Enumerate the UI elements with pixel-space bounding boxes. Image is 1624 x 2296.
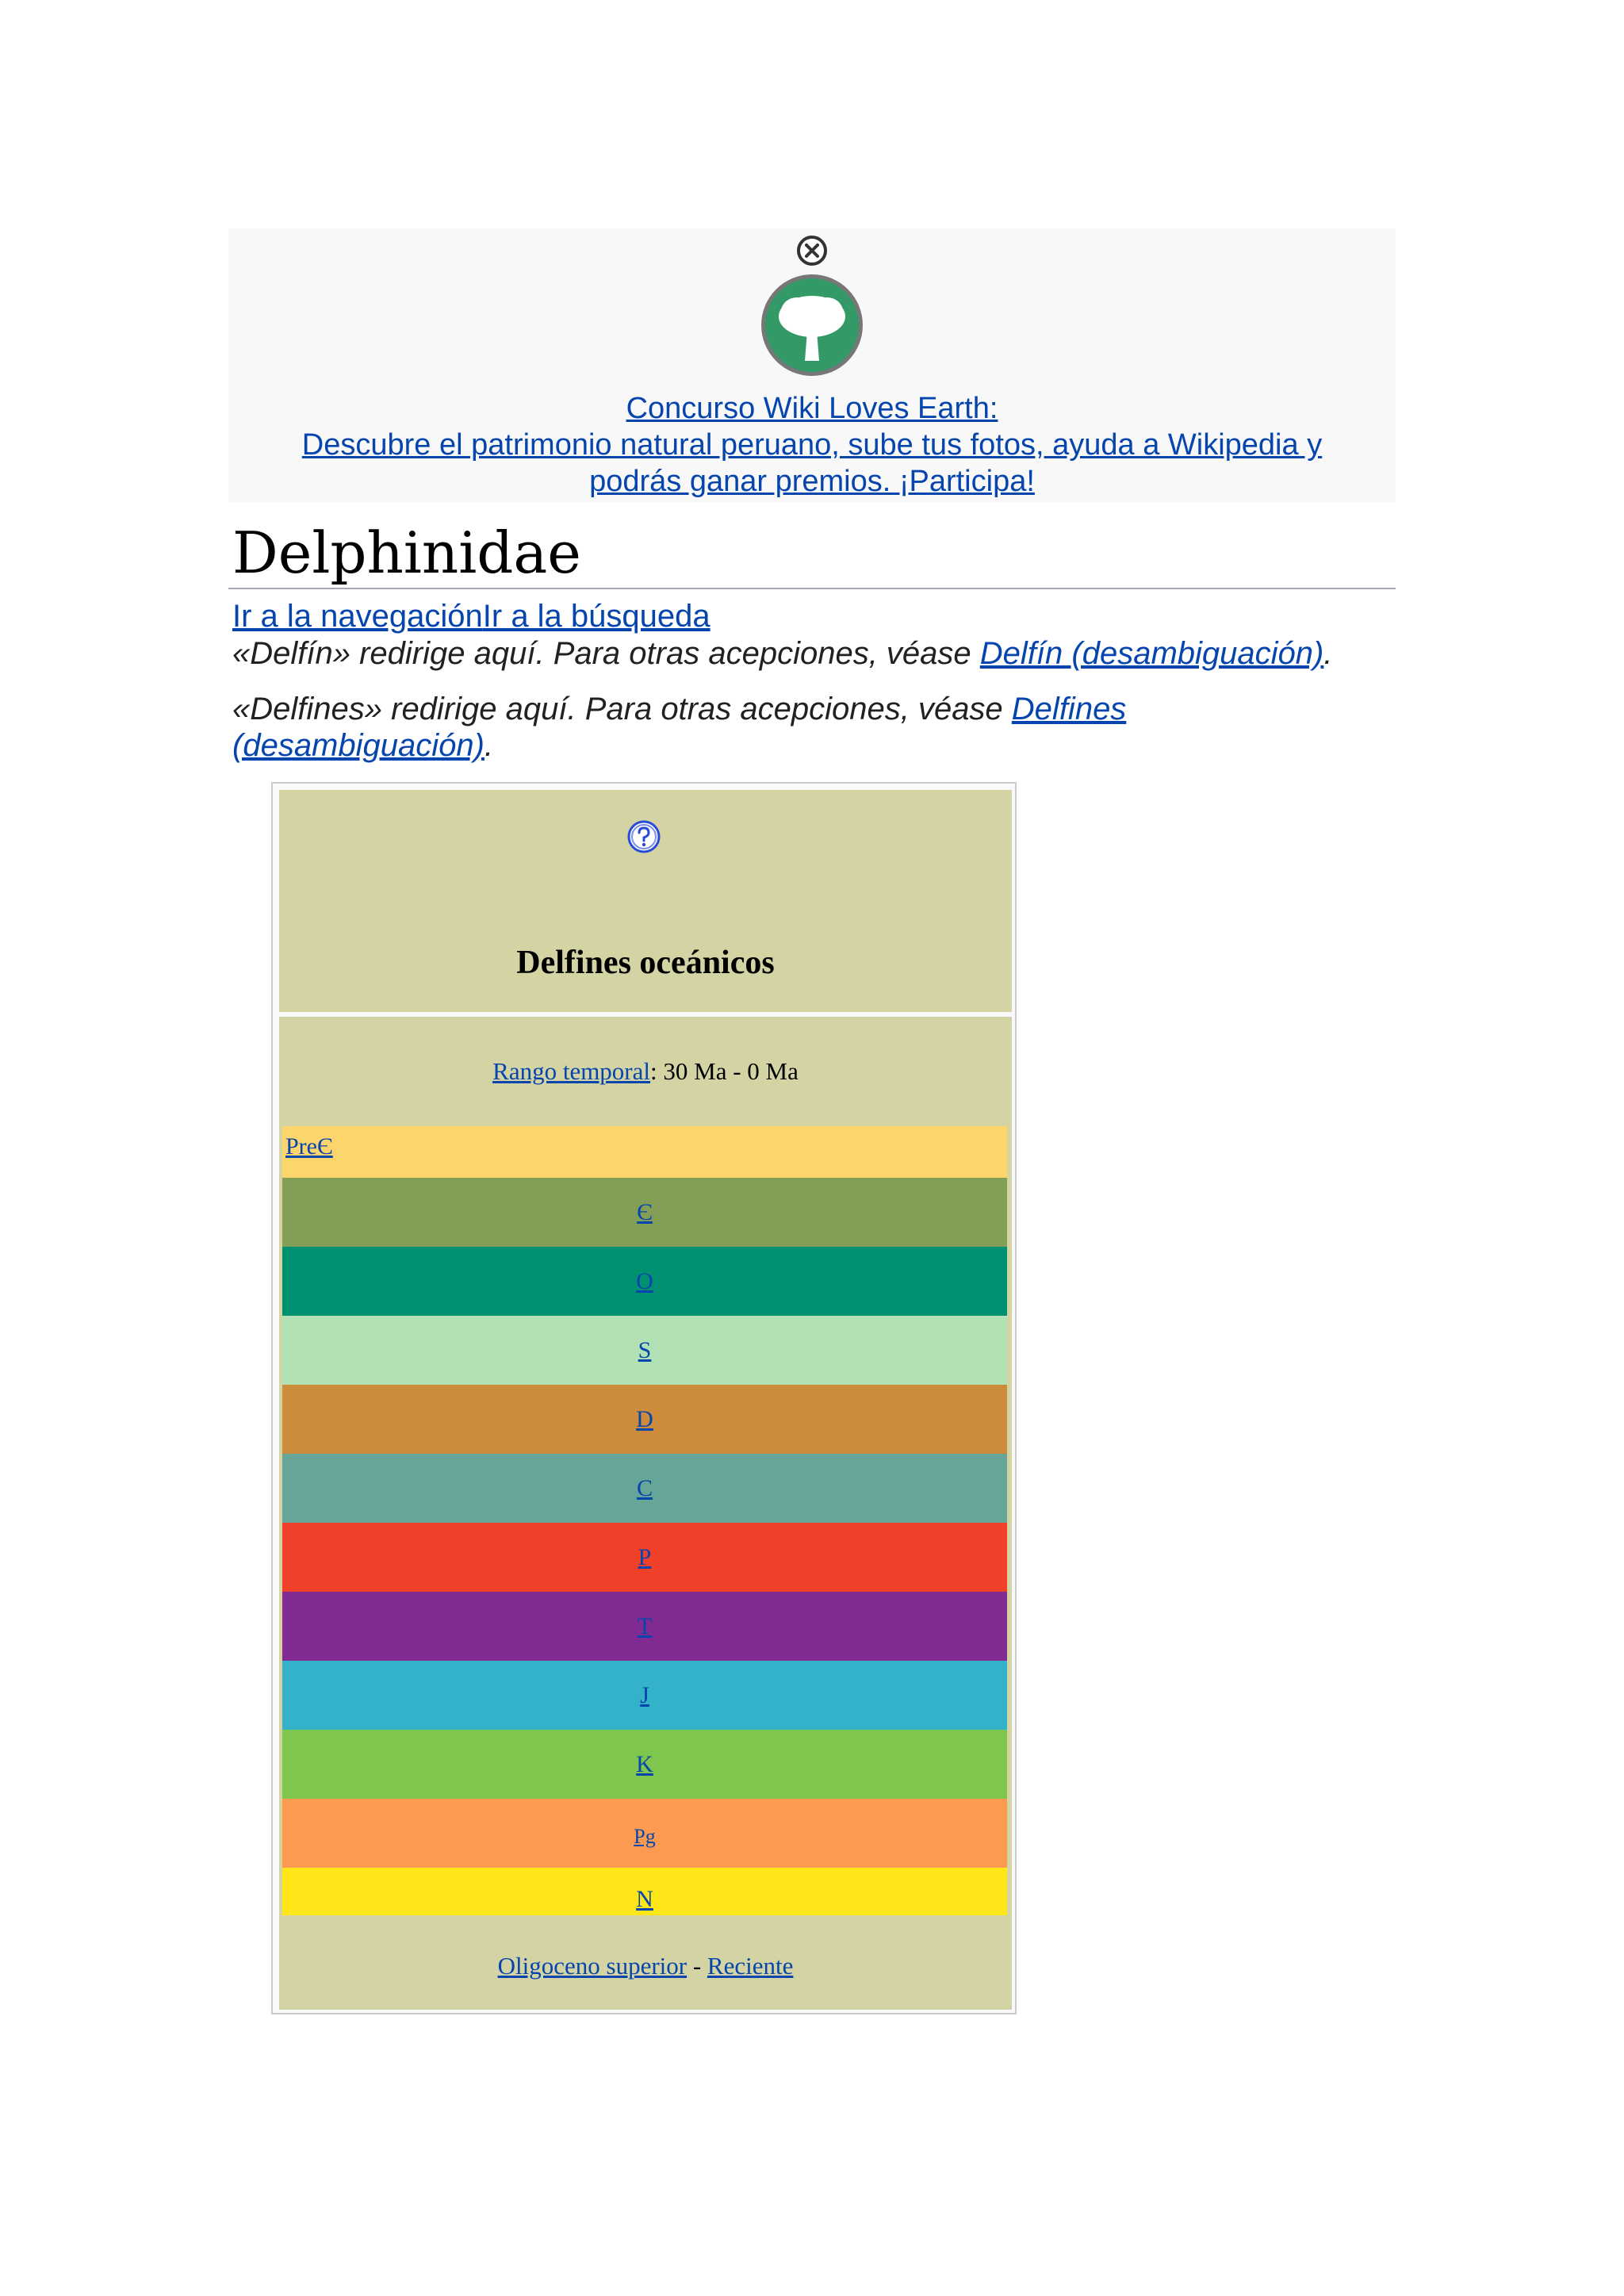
period-band — [282, 1126, 1007, 1178]
tree-icon — [759, 272, 865, 378]
period-band — [282, 1661, 1007, 1730]
hatnote-suffix: . — [1323, 636, 1333, 671]
jump-to-search-link[interactable]: Ir a la búsqueda — [482, 599, 710, 634]
hatnote-text: «Delfín» redirige aquí. Para otras acepciones, véase — [232, 636, 980, 671]
jump-links — [232, 596, 710, 636]
temporal-range-link[interactable]: Rango temporal — [492, 1057, 651, 1085]
question-circle-icon[interactable] — [626, 819, 661, 854]
jump-to-navigation-link[interactable]: Ir a la navegación — [232, 599, 483, 634]
hatnote-delfines-line2 — [232, 727, 493, 764]
period-link[interactable]: S — [638, 1337, 652, 1363]
period-band — [282, 1523, 1007, 1592]
hatnote-delfines — [232, 691, 1126, 727]
period-link[interactable]: C — [636, 1475, 653, 1501]
hatnote-delfin — [232, 635, 1332, 672]
hatnote-suffix: . — [484, 728, 494, 763]
period-link[interactable]: N — [636, 1886, 653, 1912]
temporal-range — [279, 1055, 1012, 1088]
period-link[interactable]: D — [636, 1406, 653, 1432]
close-icon[interactable] — [795, 234, 829, 267]
period-band — [282, 1316, 1007, 1385]
period-band — [282, 1592, 1007, 1661]
period-band — [282, 1868, 1007, 1915]
epoch-end-link[interactable]: Reciente — [707, 1952, 794, 1980]
epoch-separator: - — [687, 1952, 707, 1980]
temporal-range-epochs — [279, 1949, 1012, 1983]
period-band — [282, 1247, 1007, 1316]
period-band — [282, 1178, 1007, 1247]
hatnote-link-delfines-desambiguacion[interactable]: Delfines — [1011, 692, 1127, 726]
banner-link-line2[interactable]: Descubre el patrimonio natural peruano, sube tus fotos, ayuda a Wikipedia y — [301, 428, 1323, 462]
title-divider — [228, 588, 1396, 589]
temporal-range-value: : 30 Ma - 0 Ma — [650, 1057, 799, 1085]
period-link[interactable]: O — [636, 1268, 653, 1294]
period-band — [282, 1730, 1007, 1799]
period-link[interactable]: Pg — [634, 1825, 656, 1848]
epoch-start-link[interactable]: Oligoceno superior — [497, 1952, 688, 1980]
period-band — [282, 1385, 1007, 1454]
hatnote-text: «Delfines» redirige aquí. Para otras acepciones, véase — [232, 692, 1012, 726]
period-band — [282, 1454, 1007, 1523]
period-link[interactable]: J — [640, 1682, 649, 1708]
hatnote-link-delfines-desambiguacion-cont[interactable]: (desambiguación) — [232, 728, 485, 763]
taxobox-title: Delfines oceánicos — [516, 945, 775, 981]
page-title: Delphinidae — [232, 519, 581, 586]
period-link[interactable]: K — [636, 1751, 653, 1777]
period-link[interactable]: P — [638, 1544, 652, 1570]
period-band — [282, 1799, 1007, 1868]
period-link[interactable]: Є — [637, 1199, 653, 1225]
hatnote-link-delfin-desambiguacion[interactable]: Delfín (desambiguación) — [979, 636, 1324, 671]
period-link[interactable]: T — [637, 1613, 653, 1639]
period-link[interactable]: PreЄ — [285, 1133, 333, 1159]
banner-link-line1[interactable]: Concurso Wiki Loves Earth: — [626, 392, 998, 425]
banner-link-line3[interactable]: podrás ganar premios. ¡Participa! — [589, 465, 1035, 498]
